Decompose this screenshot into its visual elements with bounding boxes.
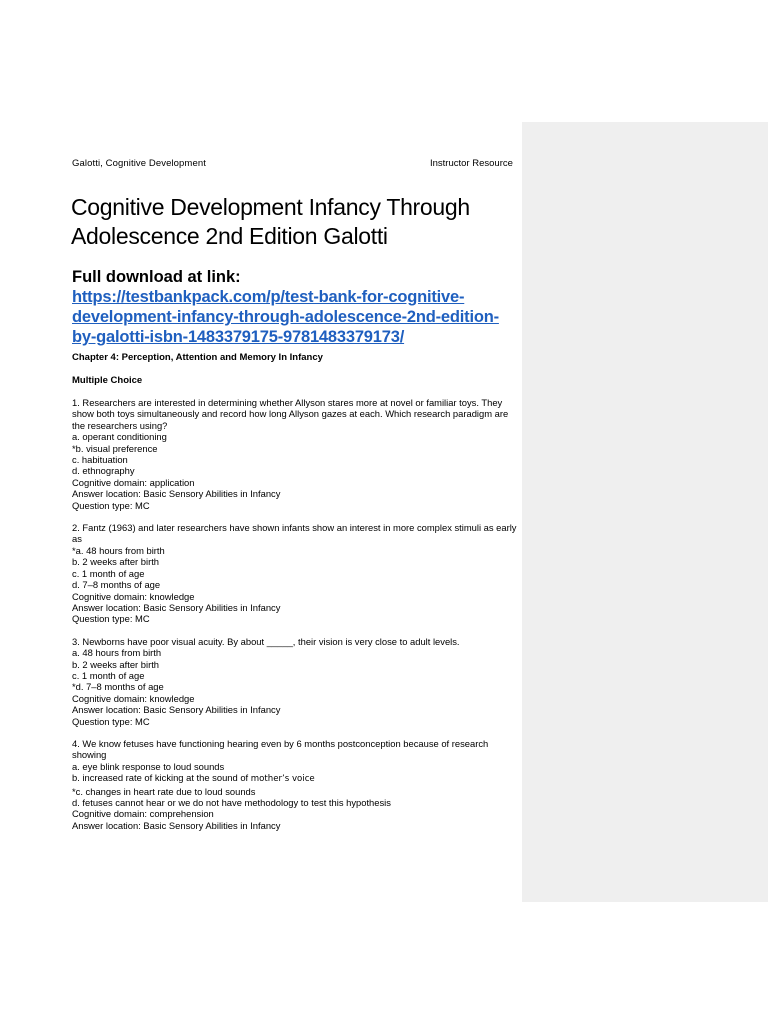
- answer-option: b. 2 weeks after birth: [72, 556, 160, 568]
- answer-location: Answer location: Basic Sensory Abilities in Infancy: [72, 488, 281, 500]
- answer-option: *a. 48 hours from birth: [72, 544, 165, 556]
- answer-option: a. 48 hours from birth: [72, 647, 162, 659]
- answer-option: *d. 7–8 months of age: [72, 681, 164, 693]
- download-link[interactable]: https://testbankpack.com/p/test-bank-for-cognitive-development-infancy-through-adolescence-2nd-edition-by-galotti-isbn-1483379175-9781483379173/: [72, 288, 499, 346]
- answer-option-prefix: b. increased rate of kicking at the sound of: [72, 772, 251, 784]
- answer-option: *c. changes in heart rate due to loud sounds: [72, 785, 256, 797]
- answer-option-suffix: mother’s voice: [250, 774, 315, 785]
- question-stem: 3. Newborns have poor visual acuity. By about _____, their vision is very close to adult levels.: [72, 635, 460, 647]
- question-stem: 2. Fantz (1963) and later researchers have shown infants show an interest in more complex stimuli as early as: [72, 522, 517, 545]
- answer-option: b. 2 weeks after birth: [72, 658, 160, 670]
- cognitive-domain: Cognitive domain: knowledge: [72, 590, 195, 602]
- comment-pane: [522, 122, 768, 902]
- cognitive-domain: Cognitive domain: application: [72, 476, 195, 488]
- answer-location: Answer location: Basic Sensory Abilities in Infancy: [72, 704, 281, 716]
- question-stem: 1. Researchers are interested in determining whether Allyson stares more at novel or familiar toys. They show both toys simultaneously and record how long Allyson gazes at each. Which research paradigm are the researchers using?: [72, 397, 509, 431]
- question-2: [72, 522, 517, 625]
- answer-location: Answer location: Basic Sensory Abilities in Infancy: [72, 601, 281, 613]
- answer-option: [72, 772, 517, 785]
- section-heading: Multiple Choice: [72, 375, 143, 386]
- answer-option: *b. visual preference: [72, 442, 158, 454]
- answer-option: c. 1 month of age: [72, 567, 145, 579]
- cognitive-domain: Cognitive domain: comprehension: [72, 808, 214, 820]
- question-list: [72, 397, 517, 842]
- download-block: [72, 267, 517, 347]
- question-type: Question type: MC: [72, 715, 150, 727]
- question-4: [72, 738, 517, 831]
- cognitive-domain: Cognitive domain: knowledge: [72, 692, 195, 704]
- answer-option: d. ethnography: [72, 465, 135, 477]
- answer-option: d. 7–8 months of age: [72, 579, 161, 591]
- running-header-right: Instructor Resource: [430, 158, 513, 169]
- answer-option: a. eye blink response to loud sounds: [72, 760, 225, 772]
- question-3: [72, 636, 517, 727]
- question-stem: 4. We know fetuses have functioning hearing even by 6 months postconception because of research showing: [72, 737, 489, 761]
- download-label: Full download at link:: [72, 268, 241, 286]
- answer-option: d. fetuses cannot hear or we do not have methodology to test this hypothesis: [72, 797, 391, 808]
- answer-location: Answer location: Basic Sensory Abilities in Infancy: [72, 819, 281, 831]
- answer-option: c. 1 month of age: [72, 669, 145, 681]
- answer-option: a. operant conditioning: [72, 431, 167, 443]
- question-1: [72, 397, 517, 511]
- running-header-left: Galotti, Cognitive Development: [72, 158, 206, 169]
- question-type: Question type: MC: [72, 499, 150, 511]
- answer-option: c. habituation: [72, 454, 128, 466]
- chapter-heading: Chapter 4: Perception, Attention and Memory In Infancy: [72, 352, 323, 363]
- question-type: Question type: MC: [72, 613, 150, 625]
- document-title: Cognitive Development Infancy Through Adolescence 2nd Edition Galotti: [71, 194, 470, 249]
